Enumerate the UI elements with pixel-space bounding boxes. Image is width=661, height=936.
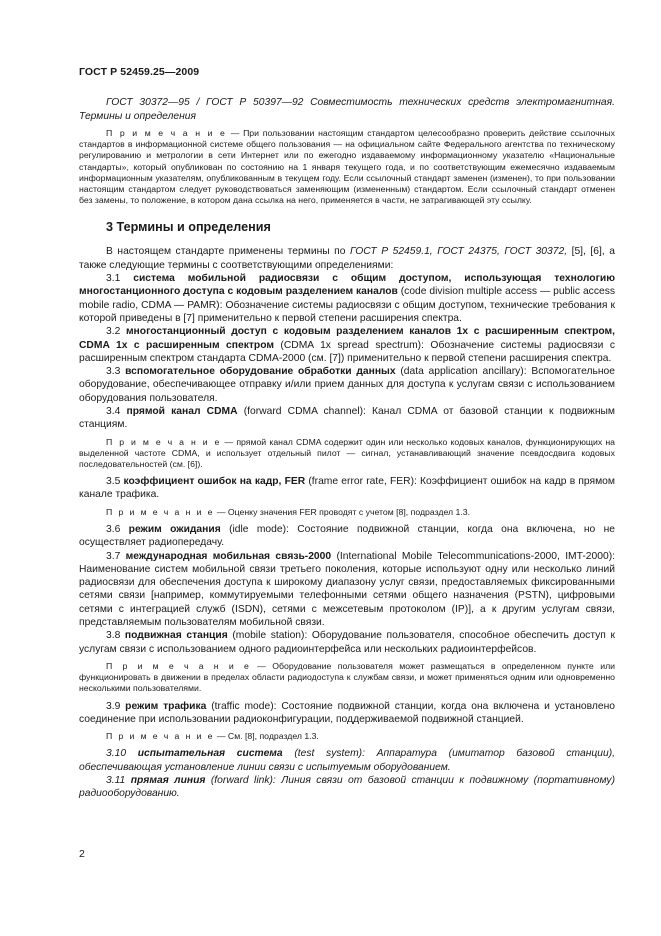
note-text: — Оценку значения FER проводят с учетом [8], подраздел 1.3. (214, 506, 470, 517)
term-number: 3.11 (106, 774, 131, 786)
term-name: прямая линия (130, 774, 206, 786)
reference-text: ГОСТ 30372—95 / ГОСТ Р 50397—92 Совместимость технических средств электромагнитная. Термины и определения (79, 97, 615, 122)
note-references (79, 128, 615, 206)
term-number: 3.10 (106, 748, 138, 760)
term-definition: (test system): Аппаратура (имитатор базовой станции), обеспечивающая установление линии связи с испытуемым оборудованием. (79, 748, 615, 773)
note-user-equipment (79, 661, 615, 695)
term-3-11 (79, 774, 615, 801)
section-heading: 3 Термины и определения (106, 220, 271, 235)
term-name: испытательная система (137, 748, 283, 760)
term-3-9 (79, 700, 615, 727)
document-header: ГОСТ Р 52459.25—2009 (79, 66, 200, 78)
note-text: — Оборудование пользователя может размещаться в определенном пункте или функционировать в движении в пределах области радиодоступа к службам связи, и может применяться одним или одновременно несколькими пользователями. (79, 660, 615, 694)
note-label: П р и м е ч а н и е (106, 436, 222, 447)
term-number: 3.2 (106, 326, 126, 338)
term-definition: (traffic mode): Состояние подвижной станции, когда она включена и установлено соединение при использовании радиоконфигурации, поддерживаемой подвижной станцией. (79, 700, 615, 725)
term-name: многостанционный доступ с кодовым разделением каналов 1х с расширенным спектром, CDMA 1х с расширенным спектром (79, 326, 615, 351)
term-3-1 (79, 272, 615, 325)
note-forward-channel (79, 437, 615, 471)
note-text: — прямой канал CDMA содержит один или несколько кодовых каналов, функционирующих на выделенной частоте CDMA, и использует отдельный пилот — сигнал, устанавливающий значение псевдосдвига кодовых последовательностей (см. [6]). (79, 436, 615, 469)
term-definition: (frame error rate, FER): Коэффициент ошибок на кадр в прямом канале трафика. (79, 476, 615, 501)
page-number: 2 (79, 848, 85, 860)
note-label: П р и м е ч а н и е (106, 731, 215, 742)
term-number: 3.6 (106, 523, 129, 535)
note-text: — См. [8], подраздел 1.3. (214, 731, 319, 742)
term-number: 3.7 (106, 550, 126, 562)
term-number: 3.8 (106, 630, 125, 642)
note-label: П р и м е ч а н и е (106, 660, 251, 671)
term-name: коэффициент ошибок на кадр, FER (123, 476, 306, 488)
term-3-2 (79, 325, 615, 365)
term-definition: (mobile station): Оборудование пользователя, способное обеспечить доступ к услугам связи с использованием одного радиоинтерфейса или нескольких радиоинтерфейсов. (79, 630, 615, 655)
term-name: прямой канал CDMA (126, 405, 238, 417)
document-body (79, 96, 615, 801)
note-traffic-mode (79, 731, 615, 742)
note-text: — При пользовании настоящим стандартом целесообразно проверить действие ссылочных стандартов в информационной системе общего пользования — на официальном сайте Федерального агентства по техническому регулированию и метрологии в сети Интернет или по ежегодно издаваемому информационному указателю «Национальные стандарты», который опубликован по состоянию на 1 января текущего года, и по соответствующим ежемесячно издаваемым информационным указателям, опубликованным в текущем году. Если ссылочный стандарт заменен (изменен), то при пользовании настоящим стандартом следует руководствоваться заменяющим (измененным) стандартом. Если ссылочный стандарт отменен без замены, то положение, в котором дана ссылка на него, применяется в части, не затрагивающей эту ссылку. (79, 128, 615, 206)
term-definition: (data application ancillary): Вспомогательное оборудование, обеспечивающее отправку и/или прием данных для доступа к услугам связи с использованием оборудования пользователя. (79, 366, 615, 404)
term-number: 3.9 (106, 700, 126, 712)
term-number: 3.4 (106, 405, 127, 417)
term-name: система мобильной радиосвязи с общим доступом, использующая технологию многостанционного доступа с кодовым разделением каналов (79, 273, 615, 298)
term-name: режим трафика (125, 700, 207, 712)
term-name: международная мобильная связь-2000 (125, 550, 332, 562)
term-3-6 (79, 523, 615, 550)
term-definition: (forward CDMA channel): Канал CDMA от базовой станции к подвижным станциям. (79, 405, 615, 431)
term-definition: (CDMA 1х spread spectrum): Обозначение системы радиосвязи с расширенным спектром стандарта CDMA-2000 (см. [7]) применительно к первой степени расширения спектра. (79, 339, 615, 364)
term-definition: (code division multiple access — public access mobile radio, CDMA — PAMR): Обозначение системы радиосвязи с общим доступом, технические требования к которой приведены в [7] применительно к первой степени расширения спектра. (79, 286, 615, 324)
term-number: 3.1 (106, 273, 134, 285)
note-label: П р и м е ч а н и е (106, 128, 227, 138)
term-number: 3.5 (106, 476, 124, 488)
term-3-4 (79, 405, 615, 432)
intro-standards: ГОСТ Р 52459.1, ГОСТ 24375, ГОСТ 30372, (350, 246, 568, 258)
note-fer (79, 507, 615, 518)
term-3-5 (79, 475, 615, 502)
term-definition: (idle mode): Состояние подвижной станции, когда она включена, но не осуществляет радиопередачу. (79, 523, 616, 549)
term-3-10 (79, 747, 615, 774)
term-3-3 (79, 365, 615, 405)
term-name: режим ожидания (128, 523, 221, 535)
term-definition: (International Mobile Telecommunications-2000, IMT-2000): Наименование систем мобильной связи третьего поколения, которые используют одну или несколько линий радиосвязи для обеспечения доступа к широкому диапазону услуг связи, предоставляемых фиксированными сетями связи [например, коммутируемыми телефонными сетями общего назначения (PSTN), цифровыми сетями с интеграцией служб (ISDN), сетями с межсетевым протоколом (IP)], а к другим услугам связи, представляемым пользователям мобильной связи. (79, 550, 615, 629)
term-name: вспомогательное оборудование обработки данных (125, 366, 396, 378)
term-name: подвижная станция (124, 630, 228, 642)
normative-reference (79, 96, 615, 123)
term-3-7 (79, 550, 615, 630)
intro-text: В настоящем стандарте применены термины по (106, 246, 351, 258)
term-definition: (forward link): Линия связи от базовой станции к подвижному (портативному) радиооборудованию. (79, 774, 615, 800)
section-intro (79, 245, 615, 272)
note-label: П р и м е ч а н и е (106, 506, 215, 517)
term-3-8 (79, 629, 615, 656)
term-number: 3.3 (106, 366, 126, 378)
intro-text-end: [5], [6], а также следующие термины с соответствующими определениями: (79, 246, 615, 271)
